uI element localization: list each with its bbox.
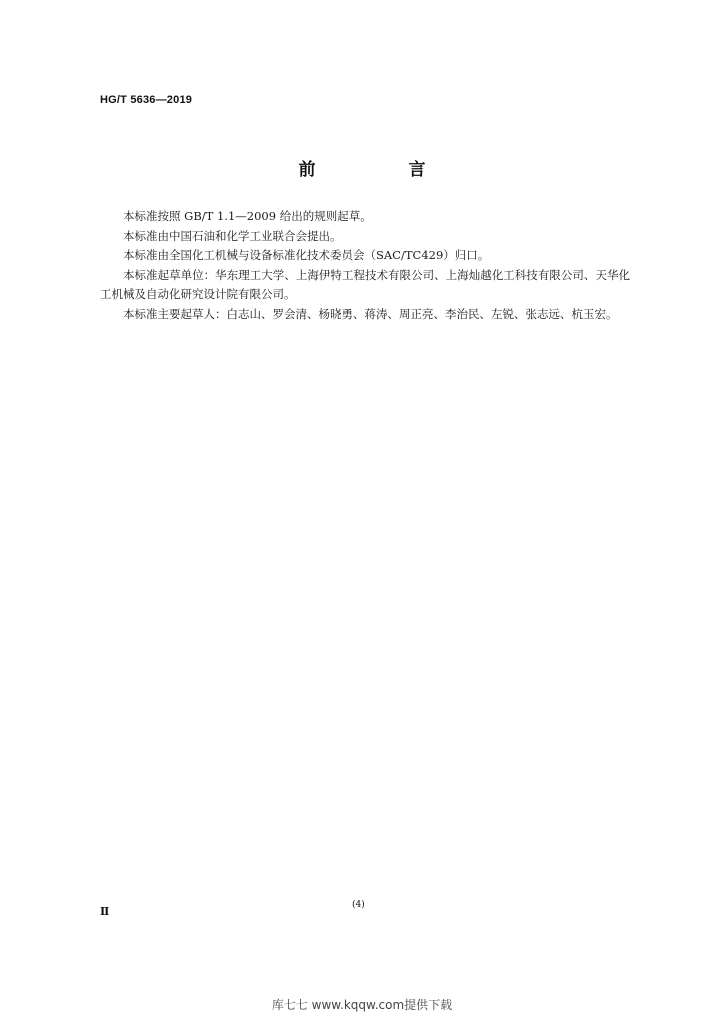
page-title: 前 言 <box>298 160 464 180</box>
foreword-body <box>100 207 630 324</box>
paragraph-drafting-rules: 本标准按照 GB/T 1.1—2009 给出的规则起草。 <box>123 209 372 223</box>
paragraph-drafting-units: 本标准起草单位：华东理工大学、上海伊特工程技术有限公司、上海灿越化工科技有限公司、天华化工机械及自动化研究设计院有限公司。 <box>100 267 630 301</box>
paragraph-committee: 本标准由全国化工机械与设备标准化技术委员会（SAC/TC429）归口。 <box>123 248 490 262</box>
page-number: Ⅱ <box>100 905 110 918</box>
download-watermark: 库七七 www.kqqw.com提供下载 <box>271 998 453 1012</box>
standard-code: HG/T 5636—2019 <box>100 94 193 106</box>
paragraph-proposer: 本标准由中国石油和化学工业联合会提出。 <box>123 228 342 243</box>
paragraph-drafters: 本标准主要起草人：白志山、罗会清、杨晓勇、蒋涛、周正亮、李治民、左锐、张志远、杭玉宏。 <box>123 306 618 321</box>
footer-center-mark: (4) <box>352 900 365 910</box>
